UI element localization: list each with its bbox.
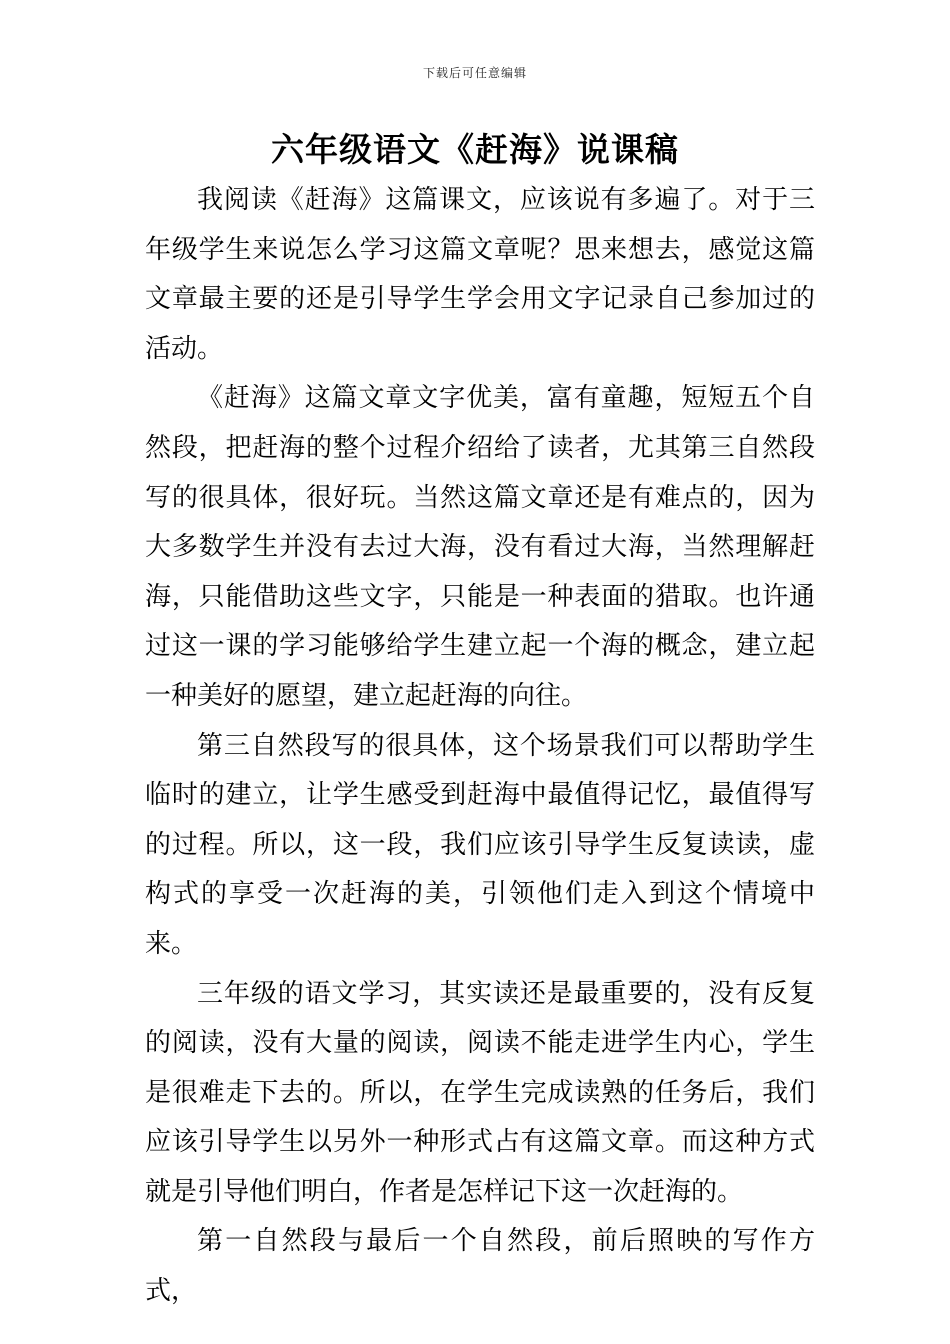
- paragraph: 第一自然段与最后一个自然段，前后照映的写作方式，: [145, 1226, 815, 1307]
- paragraph: 我阅读《赶海》这篇课文，应该说有多遍了。对于三年级学生来说怎么学习这篇文章呢？思来想去，感觉这篇文章最主要的还是引导学生学会用文字记录自己参加过的活动。: [145, 185, 815, 364]
- paragraph: 第三自然段写的很具体，这个场景我们可以帮助学生临时的建立，让学生感受到赶海中最值得记忆，最值得写的过程。所以，这一段，我们应该引导学生反复读读，虚构式的享受一次赶海的美，引领他们走入到这个情境中来。: [145, 730, 815, 959]
- header-note: 下载后可任意编辑: [422, 66, 527, 80]
- document-title: 六年级语文《赶海》说课稿: [271, 130, 679, 169]
- paragraph: 《赶海》这篇文章文字优美，富有童趣，短短五个自然段，把赶海的整个过程介绍给了读者，尤其第三自然段写的很具体，很好玩。当然这篇文章还是有难点的，因为大多数学生并没有去过大海，没有看过大海，当然理解赶海，只能借助这些文字，只能是一种表面的猎取。也许通过这一课的学习能够给学生建立起一个海的概念，建立起一种美好的愿望，建立起赶海的向往。: [145, 383, 815, 711]
- paragraph: 三年级的语文学习，其实读还是最重要的，没有反复的阅读，没有大量的阅读，阅读不能走进学生内心，学生是很难走下去的。所以，在学生完成读熟的任务后，我们应该引导学生以另外一种形式占有这篇文章。而这种方式就是引导他们明白，作者是怎样记下这一次赶海的。: [145, 978, 815, 1207]
- document-body: [145, 176, 815, 1317]
